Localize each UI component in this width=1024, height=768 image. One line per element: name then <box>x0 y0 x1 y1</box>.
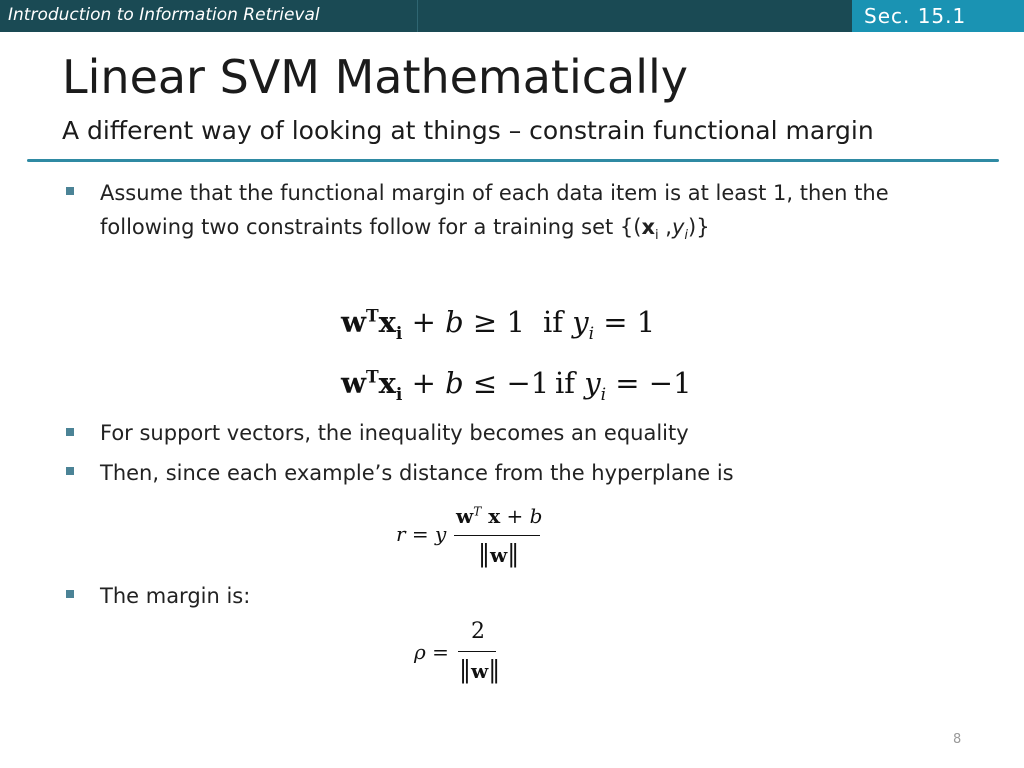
header-bar <box>0 0 1024 32</box>
constraint-equation-1 <box>341 305 525 344</box>
eq2-sub: i <box>395 384 403 405</box>
constraint-condition-1 <box>543 305 655 344</box>
bullet-square-icon <box>66 467 74 475</box>
eq1-sub: i <box>395 323 403 344</box>
eq2-ysub: i <box>600 384 607 405</box>
eq1-rhs: = 1 <box>594 305 656 339</box>
distance-fraction-bar <box>454 535 540 536</box>
title-underline <box>27 159 999 162</box>
eq2-rhs: = −1 <box>606 366 692 400</box>
dist-den-w: w <box>490 543 508 567</box>
bullet-2-text: For support vectors, the inequality becomes an equality <box>100 421 689 445</box>
margin-formula-lhs <box>414 640 449 664</box>
slide-title: Linear SVM Mathematically <box>62 50 689 104</box>
distance-lhs: r = y <box>396 522 447 546</box>
margin-formula-denominator: ‖w‖ <box>459 656 501 684</box>
dist-num-sup: T <box>473 504 482 519</box>
bullet-4-text: The margin is: <box>100 584 251 608</box>
eq2-plus: + <box>402 366 446 400</box>
header-divider <box>417 0 418 32</box>
eq2-w: w <box>341 366 366 400</box>
distance-formula-numerator <box>456 504 542 528</box>
dist-num-x: x <box>481 504 501 528</box>
eq2-if: if <box>555 366 585 400</box>
dist-num-w: w <box>456 504 474 528</box>
closing-brace: )} <box>688 215 710 239</box>
eq2-sup: T <box>365 367 379 388</box>
margin-formula-numerator <box>471 619 485 644</box>
dist-num-plus: + <box>500 504 530 528</box>
bullet-3-text: Then, since each example’s distance from the hyperplane is <box>100 461 734 485</box>
comma: , <box>658 215 672 239</box>
bullet-1-line-2 <box>100 210 710 253</box>
course-title: Introduction to Information Retrieval <box>8 5 320 25</box>
eq1-w: w <box>341 305 366 339</box>
margin-num: 2 <box>471 619 485 644</box>
eq1-if: if <box>543 305 573 339</box>
label-y: y <box>671 215 685 239</box>
eq2-b: b <box>445 366 464 400</box>
bullet-1-prefix: following two constraints follow for a training set {( <box>100 215 642 239</box>
eq2-relation: ≤ −1 <box>463 366 550 400</box>
eq1-sup: T <box>365 306 379 327</box>
bullet-square-icon <box>66 187 74 195</box>
margin-lhs: ρ = <box>414 640 449 664</box>
eq2-x: x <box>378 366 396 400</box>
bullet-1-line-1: Assume that the functional margin of each data item is at least 1, then the <box>100 181 889 205</box>
vector-x: x <box>641 215 655 239</box>
section-label: Sec. 15.1 <box>852 0 1024 32</box>
margin-den-w: w <box>471 659 489 683</box>
dist-num-b: b <box>529 504 543 528</box>
eq1-plus: + <box>402 305 446 339</box>
bullet-square-icon <box>66 590 74 598</box>
eq1-ysub: i <box>588 323 595 344</box>
x-subscript: i <box>655 228 659 244</box>
margin-fraction-bar <box>458 651 496 652</box>
constraint-condition-2 <box>555 366 692 405</box>
page-number: 8 <box>953 732 962 747</box>
eq1-x: x <box>378 305 396 339</box>
distance-formula-denominator: ‖w‖ <box>478 540 520 568</box>
y-subscript: i <box>684 228 689 244</box>
constraint-equation-2 <box>341 366 549 405</box>
eq2-y: y <box>584 366 601 400</box>
slide-subtitle: A different way of looking at things – constrain functional margin <box>62 116 874 145</box>
eq1-relation: ≥ 1 <box>463 305 525 339</box>
distance-formula-lhs <box>396 522 446 546</box>
eq1-y: y <box>572 305 589 339</box>
eq1-b: b <box>445 305 464 339</box>
bullet-square-icon <box>66 428 74 436</box>
